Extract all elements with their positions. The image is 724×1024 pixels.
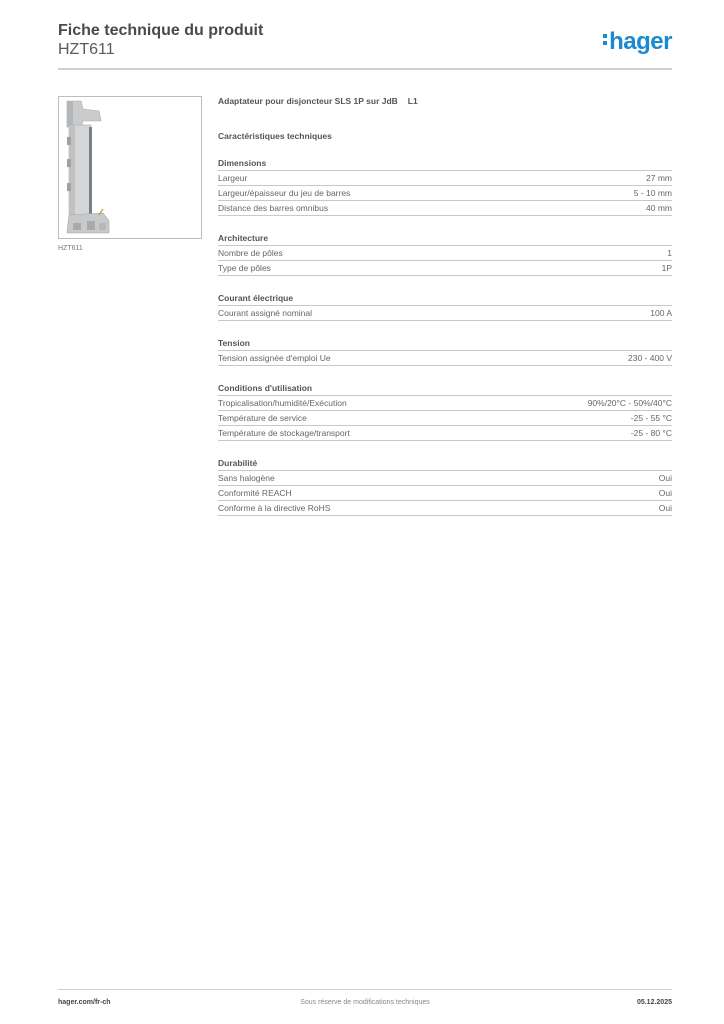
spec-row <box>218 501 672 516</box>
page-header <box>58 22 672 68</box>
header-divider <box>58 68 672 70</box>
spec-label: Température de service <box>218 413 307 423</box>
spec-value: 1P <box>661 263 672 273</box>
spec-value: -25 - 55 °C <box>630 413 672 423</box>
footer-date: 05.12.2025 <box>636 999 672 1006</box>
spec-row <box>218 396 672 411</box>
section-title: Courant électrique <box>218 293 672 306</box>
spec-label: Tension assignée d'emploi Ue <box>218 353 331 363</box>
spec-label: Nombre de pôles <box>218 248 283 258</box>
product-description <box>218 96 672 110</box>
spec-value: -25 - 80 °C <box>630 428 672 438</box>
spec-value: Oui <box>658 503 672 513</box>
spec-row <box>218 306 672 321</box>
section-title: Architecture <box>218 233 672 246</box>
logo-text: hager <box>609 28 672 55</box>
spec-row <box>218 411 672 426</box>
section-title: Conditions d'utilisation <box>218 383 672 396</box>
section-title: Tension <box>218 338 672 351</box>
product-description-text: Adaptateur pour disjoncteur SLS 1P sur JdB <box>218 96 398 106</box>
spec-row <box>218 246 672 261</box>
spec-row <box>218 471 672 486</box>
spec-row <box>218 171 672 186</box>
spec-value: 5 - 10 mm <box>633 188 672 198</box>
footer-disclaimer: Sous réserve de modifications techniques <box>300 999 430 1006</box>
spec-label: Distance des barres omnibus <box>218 203 329 213</box>
specifications-panel <box>218 96 672 516</box>
spec-row <box>218 201 672 216</box>
spec-value: 90%/20°C - 50%/40°C <box>587 398 672 408</box>
spec-label: Tropicalisation/humidité/Exécution <box>218 398 347 408</box>
product-reference: HZT611 <box>58 41 115 58</box>
spec-value: 1 <box>667 248 672 258</box>
spec-value: 27 mm <box>646 173 672 183</box>
spec-row <box>218 351 672 366</box>
spec-label: Sans halogène <box>218 473 275 483</box>
section-title: Durabilité <box>218 458 672 471</box>
spec-row <box>218 261 672 276</box>
section-title: Dimensions <box>218 158 672 171</box>
hager-logo <box>603 28 672 56</box>
spec-value: 100 A <box>650 308 672 318</box>
product-image <box>58 96 202 239</box>
page-footer <box>58 999 672 1011</box>
document-title: Fiche technique du produit <box>58 22 264 39</box>
spec-row <box>218 486 672 501</box>
spec-label: Type de pôles <box>218 263 271 273</box>
product-description-suffix: L1 <box>407 96 418 106</box>
spec-value: Oui <box>658 488 672 498</box>
specifications-title: Caractéristiques techniques <box>218 131 332 141</box>
section-electrical-current <box>218 293 672 321</box>
spec-row <box>218 426 672 441</box>
image-caption: HZT611 <box>58 245 83 252</box>
section-durability <box>218 458 672 516</box>
spec-label: Température de stockage/transport <box>218 428 350 438</box>
section-operating-conditions <box>218 383 672 441</box>
spec-row <box>218 186 672 201</box>
section-dimensions <box>218 158 672 216</box>
logo-colon-icon <box>603 31 608 48</box>
section-architecture <box>218 233 672 276</box>
footer-website-link[interactable]: hager.com/fr-ch <box>58 999 111 1006</box>
spec-label: Largeur <box>218 173 248 183</box>
section-voltage <box>218 338 672 366</box>
spec-value: Oui <box>658 473 672 483</box>
spec-label: Conformité REACH <box>218 488 292 498</box>
spec-label: Conforme à la directive RoHS <box>218 503 331 513</box>
spec-label: Courant assigné nominal <box>218 308 313 318</box>
spec-value: 40 mm <box>646 203 672 213</box>
spec-value: 230 - 400 V <box>628 353 672 363</box>
din-rail-adapter-icon <box>59 97 201 238</box>
footer-divider <box>58 989 672 990</box>
spec-label: Largeur/épaisseur du jeu de barres <box>218 188 351 198</box>
